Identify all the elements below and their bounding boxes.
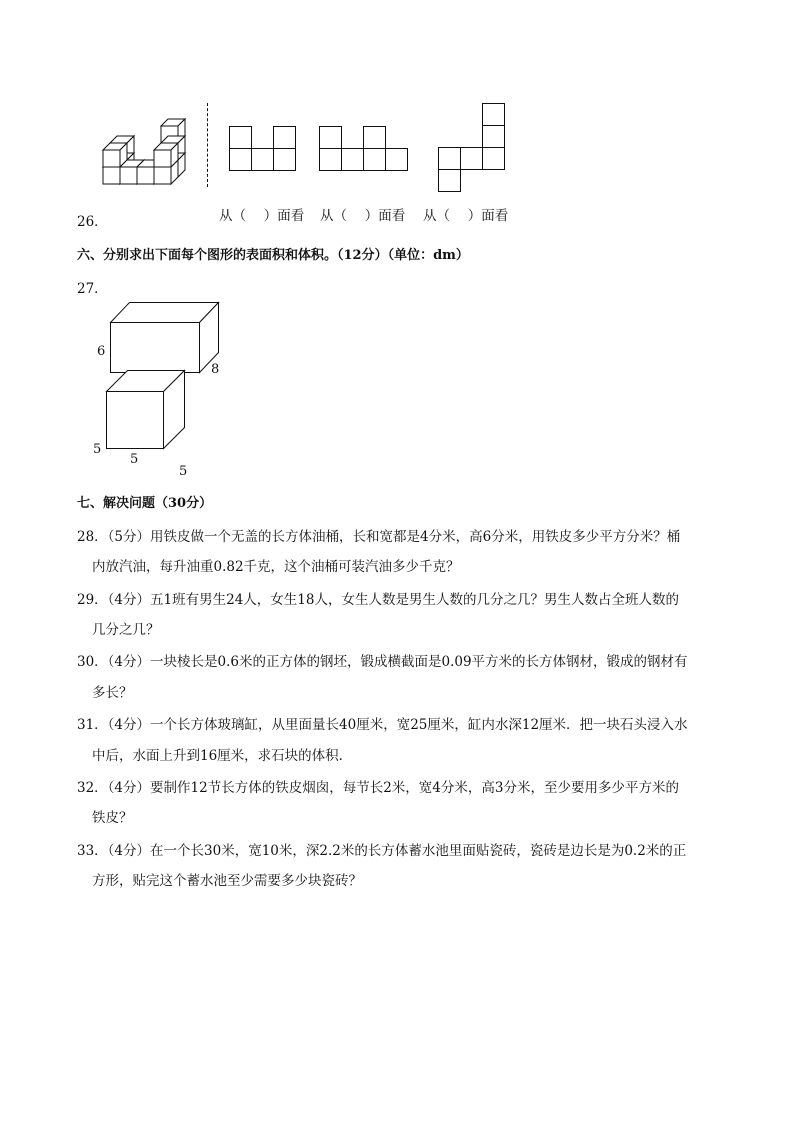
q27-cube-width: 5 [179,464,188,479]
q27-number: 27． [77,281,108,297]
q27-cuboid-height: 6 [97,344,106,359]
problem-29-line-1: 29．（4分）五1班有男生24人，女生18人，女生人数是男生人数的几分之几？男生人数占全班人数的 [77,592,679,608]
problem-31-line-2: 中后，水面上升到16厘米，求石块的体积． [92,748,353,764]
q26-cube-stack-figure [100,115,190,190]
problem-32-line-2: 铁皮？ [92,810,133,826]
q27-cube-height: 5 [93,442,102,457]
q26-divider [207,103,208,187]
problem-31-line-1: 31．（4分）一个长方体玻璃缸，从里面量长40厘米，宽25厘米，缸内水深12厘米．把一块石头浸入水 [77,717,688,733]
q26-caption-1: 从（ ）面看 [219,208,305,224]
problem-28-line-1: 28．（5分）用铁皮做一个无盖的长方体油桶，长和宽都是4分米，高6分米，用铁皮多少平方分米？桶 [77,529,681,545]
q27-cube-length: 5 [130,452,139,467]
section-6-title: 六、分别求出下面每个图形的表面积和体积。（12分）（单位：dm） [77,248,469,263]
q26-number: 26． [77,214,108,230]
q26-caption-3: 从（ ）面看 [423,208,509,224]
problem-33-line-2: 方形，贴完这个蓄水池至少需要多少块瓷砖？ [92,873,362,889]
q26-view-1 [229,126,299,172]
problem-28-line-2: 内放汽油，每升油重0.82千克，这个油桶可装汽油多少千克？ [92,559,460,575]
q26-view-3 [438,103,508,195]
problem-32-line-1: 32．（4分）要制作12节长方体的铁皮烟囱，每节长2米，宽4分米，高3分米，至少要用多少平方米的 [77,780,679,796]
problem-30-line-1: 30．（4分）一块棱长是0.6米的正方体的钢坯，锻成横截面是0.09平方米的长方体钢材，锻成的钢材有 [77,654,688,670]
q27-cuboid-figure [110,302,220,374]
problem-33-line-1: 33．（4分）在一个长30米，宽10米，深2.2米的长方体蓄水池里面贴瓷砖，瓷砖是边长是为0.2米的正 [77,843,687,859]
problem-30-line-2: 多长？ [92,685,133,701]
problem-29-line-2: 几分之几？ [92,622,160,638]
q26-view-2 [319,126,411,172]
section-7-title: 七、解决问题（30分） [77,496,213,511]
q27-cube-figure [106,370,186,452]
q27-cuboid-width: 8 [211,362,220,377]
q26-caption-2: 从（ ）面看 [320,208,406,224]
